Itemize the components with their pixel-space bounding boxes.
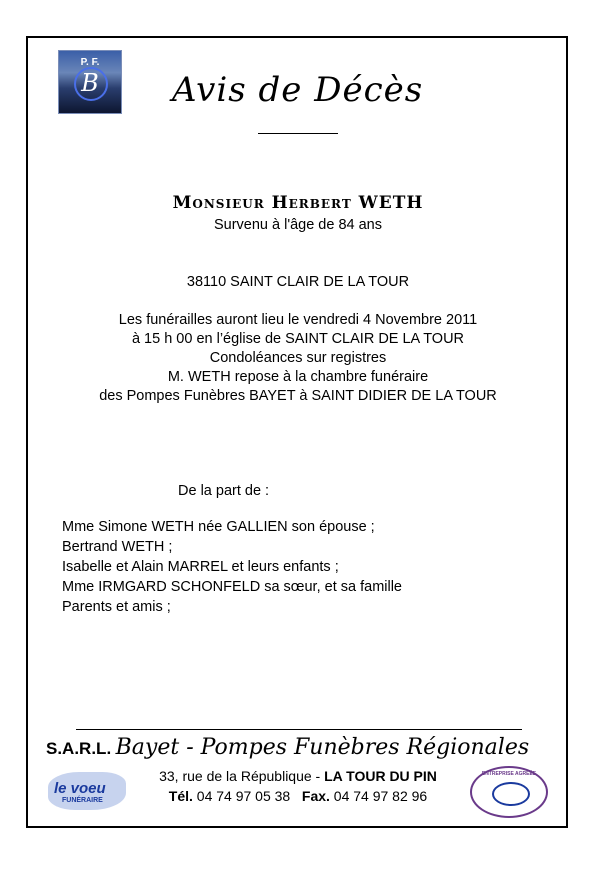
tel-label: Tél. [168,788,193,804]
from-label: De la part de : [178,483,270,499]
pf-logo [58,50,122,114]
company-line [46,735,556,760]
approved-badge [470,766,548,818]
funeral-line: à 15 h 00 en l’église de SAINT CLAIR DE LA TOUR [131,331,465,347]
funeral-line: des Pompes Funèbres BAYET à SAINT DIDIER DE LA TOUR [99,388,497,404]
badge-left-subtitle: FUNÉRAIRE [62,797,103,804]
deceased-name: Monsieur Herbert WETH [172,193,424,213]
title-divider [258,133,338,134]
funeral-line: Les funérailles auront lieu le vendredi 4 Novembre 2011 [118,312,478,328]
company-prefix: S.A.R.L. [46,739,112,758]
badge-left-title: le voeu [54,780,106,797]
family-item: Mme Simone WETH née GALLIEN son épouse ; [62,519,375,535]
family-item: Mme IRMGARD SCHONFELD sa sœur, et sa famille [62,579,402,595]
fax-number: 04 74 97 82 96 [333,788,428,804]
badge-right-text: ENTREPRISE AGRÉÉE [481,771,537,777]
funeral-line: Condoléances sur registres [209,350,387,366]
logo-letter: B [81,69,99,97]
le-voeu-badge [48,772,126,810]
family-item: Bertrand WETH ; [62,539,173,555]
street-address: 33, rue de la République - [159,768,325,784]
badge-emblem-icon [492,782,530,806]
funeral-line: M. WETH repose à la chambre funéraire [167,369,429,385]
notice-title: Avis de Décès [172,70,424,110]
footer-divider [76,729,522,730]
location: 38110 SAINT CLAIR DE LA TOUR [186,274,410,290]
family-list [62,517,402,617]
funeral-details [28,311,568,406]
family-item: Parents et amis ; [62,599,171,615]
family-item: Isabelle et Alain MARREL et leurs enfants ; [62,559,339,575]
tel-number: 04 74 97 05 38 [196,788,291,804]
age-line: Survenu à l'âge de 84 ans [213,217,383,233]
notice-frame [26,36,568,828]
company-name: Bayet - Pompes Funèbres Régionales [115,735,530,760]
logo-top-text: P. F. [80,57,100,68]
fax-label: Fax. [301,788,330,804]
city: LA TOUR DU PIN [324,768,437,784]
